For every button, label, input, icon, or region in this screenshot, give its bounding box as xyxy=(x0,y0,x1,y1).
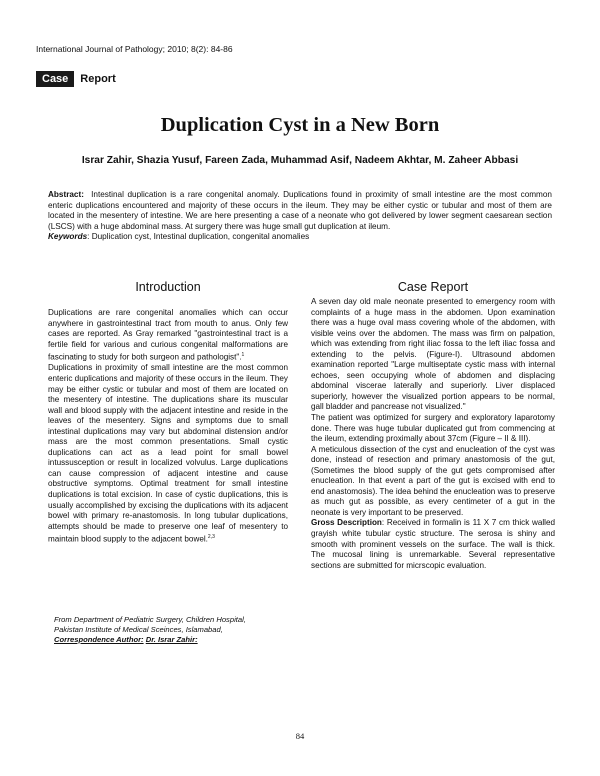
reference-marker: 1 xyxy=(241,352,245,359)
journal-citation: International Journal of Pathology; 2010; 8(2): 84-86 xyxy=(36,44,233,54)
introduction-paragraph-2 xyxy=(48,363,288,545)
abstract-paragraph xyxy=(48,190,552,232)
gross-description-paragraph xyxy=(311,518,555,571)
introduction-p1-text: Duplications are rare congenital anomalies which can occur anywhere in gastrointestinal tract from mouth to anus. Only few cases are reported. As Gray remarked "gastrointestinal tract is a fertile field for various and curious congenital malformations are fascinating to study for both surgeon and pathologist". xyxy=(48,308,288,362)
reference-marker: 2,3 xyxy=(207,534,215,541)
article-type-box: Case xyxy=(36,71,74,87)
case-report-paragraph-1: A seven day old male neonate presented to emergency room with complaints of a huge mass in the abdomen. Upon examination there was a huge oval mass covering whole of the abdomen, with visible veins over the abdomen. The mass was firm on palpation, which was extending from right iliac fossa to the left iliac fossa and extending to the pelvis. (Figure-I). Ultrasound abdomen examination reported "Large multiseptate cystic mass with internal echoes, seen occupying whole of abdomen and displacing abdominal viscerae laterally and superiorly. Liver displaced superiorly, however the visualized portion appears to be normal, gall bladder and pancrease not visualized." xyxy=(311,297,555,412)
introduction-column xyxy=(48,280,288,545)
affiliation-footnote xyxy=(54,615,254,645)
keywords-text: : Duplication cyst, Intestinal duplication, congenital anomalies xyxy=(87,232,310,242)
keywords-line xyxy=(48,232,552,243)
article-type-badge xyxy=(36,70,116,88)
introduction-heading: Introduction xyxy=(135,280,201,294)
case-report-column xyxy=(311,280,555,571)
introduction-p2-text: Duplications in proximity of small intestine are the most common enteric duplications and majority of these occurs in the ileum. They may be either cystic or tubular and most of them are located on the mesentery of intestine. The duplications share its muscular wall and blood supply with the adjacent intestine and reside in the leaves of the mesentery. Signs and symptoms due to small intestinal duplications may vary but abdominal distension and/or mass are the most common presentations. Small cystic duplications can act as a lead point for small bowel intussusception or result in localized volvulus. Large duplications can cause compression of adjacent intestine and cause obstructive symptoms. Optimal treatment for small intestine duplications is total excision. In case of cystic duplications, this is usually accomplished by excising the duplications with its adjacent bowel with primary re-anastomosis. In long tubular duplications, attempts should be made to preserve one leaf of mesentery to maintain blood supply to the adjacent bowel. xyxy=(48,363,288,544)
paper-title: Duplication Cyst in a New Born xyxy=(160,114,440,136)
abstract-label: Abstract: xyxy=(48,190,84,199)
affiliation-text: From Department of Pediatric Surgery, Children Hospital, Pakistan Institute of Medical Sceinces, Islamabad, xyxy=(54,615,246,634)
gross-description-label: Gross Description xyxy=(311,518,382,528)
case-report-paragraph-3: A meticulous dissection of the cyst and enucleation of the cyst was done, instead of resection and primary anastomosis of the gut, (Sometimes the blood supply of the gut gets compromised after enucleation. In that event a part of the gut is excised with end to end anastomosis). The idea behind the enucleation was to preserve as much gut as possible, as every centimeter of a gut in the neonate is very important to be preserved. xyxy=(311,444,555,517)
introduction-paragraph-1 xyxy=(48,308,288,363)
case-report-heading: Case Report xyxy=(397,280,469,294)
article-type-word: Report xyxy=(80,73,116,85)
page-number: 84 xyxy=(295,731,305,741)
correspondence-label: Correspondence Author: xyxy=(54,635,144,644)
correspondence-name: Dr. Israr Zahir: xyxy=(145,635,198,644)
keywords-label: Keywords xyxy=(48,232,88,242)
case-report-paragraph-2: The patient was optimized for surgery and exploratory laparotomy done. There was huge tubular duplicated gut from commencing at the ileum, extending proximally about 37cm (Figure – II & III). xyxy=(311,413,555,444)
gross-description-text: : Received in formalin is 11 X 7 cm thick walled grayish white tubular cystic structure. The serosa is shiny and smooth with prominent vessels on the surface. The wall is thick. The mucosal lining is unremarkable. Several representative sections are submitted for micrscopic evaluation. xyxy=(311,518,555,570)
abstract-block xyxy=(48,190,552,243)
abstract-text: Intestinal duplication is a rare congenital anomaly. Duplications found in proximity of small intestine are the most common enteric duplications encountered and majority of these occurs in the ileum. They may be either cystic or tubular and most of them are located in the mesentery of intestine. We are here presenting a case of a neonate who got delivered by lower segment caesarean section (LSCS) with a huge abdominal mass. At surgery there was huge small gut duplication at ileum. xyxy=(48,190,552,231)
author-list: Israr Zahir, Shazia Yusuf, Fareen Zada, Muhammad Asif, Nadeem Akhtar, M. Zaheer Abbasi xyxy=(81,155,519,166)
